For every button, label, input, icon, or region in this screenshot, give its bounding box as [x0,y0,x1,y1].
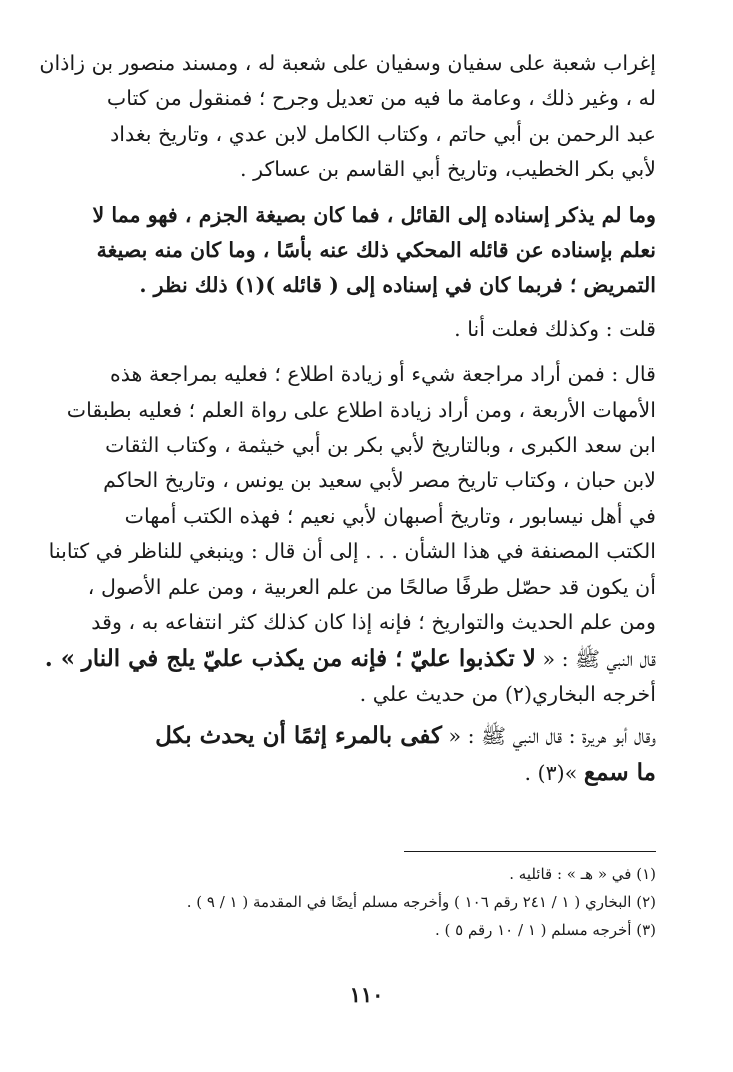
footnote-2: (٢) البخاري ( ١ / ٢٤١ رقم ١٠٦ ) وأخرجه مسلم أيضًا في المقدمة ( ١ / ٩ ) . [186,893,656,911]
hadith-line [44,641,656,677]
text-line: إغراب شعبة على سفيان وسفيان على شعبة له ، ومسند منصور بن زاذان [39,51,656,75]
text-line: نعلم بإسناده عن قائله المحكي ذلك عنه بأسًا ، وما كان منه بصيغة [96,238,656,263]
footnote-3: (٣) أخرجه مسلم ( ١ / ١٠ رقم ٥ ) . [434,921,656,939]
page-number: ١١٠ [349,982,384,1007]
text-line: أن يكون قد حصّل طرفًا صالحًا من علم العربية ، ومن علم الأصول ، [87,574,656,599]
footnote-1: (١) في « هـ » : قائليه . [509,865,656,883]
hadith-close: »(٣) . [524,760,578,785]
hadith-line [76,718,656,754]
hadith-close: » . [44,644,76,672]
hadith-intro: وقال أبو هريرة : قال النبي ﷺ : « [448,724,656,749]
hadith-text: ما سمع [583,758,656,786]
paragraph-5 [76,718,656,791]
hadith-text: لا تكذبوا عليّ ؛ فإنه من يكذب عليّ يلج في النار [81,644,536,672]
text-line: عبد الرحمن بن أبي حاتم ، وكتاب الكامل لابن عدي ، وتاريخ بغداد [110,121,656,146]
footnotes [76,860,656,944]
text-line: قال : فمن أراد مراجعة شيء أو زيادة اطلاع ؛ فعليه بمراجعة هذه [109,362,656,387]
paragraph-3 [76,312,656,347]
hadith-line [76,755,656,791]
hadith-intro: قال النبي ﷺ : « [542,646,656,671]
paragraph-1 [39,46,656,188]
text-line: له ، وغير ذلك ، وعامة ما فيه من تعديل وجرح ؛ فمنقول من كتاب [106,86,656,111]
text-line: في أهل نيسابور ، وتاريخ أصبهان لأبي نعيم ؛ فهذه الكتب أمهات [124,503,656,528]
text-line: لابن حبان ، وكتاب تاريخ مصر لأبي سعيد بن يونس ، وتاريخ الحاكم [103,468,656,493]
takhrij-line: أخرجه البخاري(٢) من حديث علي . [359,681,656,706]
text-line: الأمهات الأربعة ، ومن أراد زيادة اطلاع على رواة العلم ؛ فعليه بطبقات [66,397,656,422]
footnote-divider [404,851,656,852]
text-line: ومن علم الحديث والتواريخ ؛ فإنه إذا كان كذلك كثر انتفاعه به ، وقد [91,610,656,635]
text-line: التمريض ؛ فربما كان في إسناده إلى ( قائله )(١) ذلك نظر . [139,273,656,298]
paragraph-2 [76,198,656,304]
text-line: وما لم يذكر إسناده إلى القائل ، فما كان بصيغة الجزم ، فهو مما لا [92,202,656,227]
text-line: الكتب المصنفة في هذا الشأن . . . إلى أن قال : وينبغي للناظر في كتابنا [48,539,656,564]
paragraph-4 [44,357,656,712]
page-body [39,46,656,791]
text-line: ابن سعد الكبرى ، وبالتاريخ لأبي بكر بن أبي خيثمة ، وكتاب الثقات [105,433,656,458]
text-line: لأبي بكر الخطيب، وتاريخ أبي القاسم بن عساكر . [240,157,656,182]
text-line: قلت : وكذلك فعلت أنا . [454,316,656,341]
hadith-text: كفى بالمرء إثمًا أن يحدث بكل [155,722,442,750]
